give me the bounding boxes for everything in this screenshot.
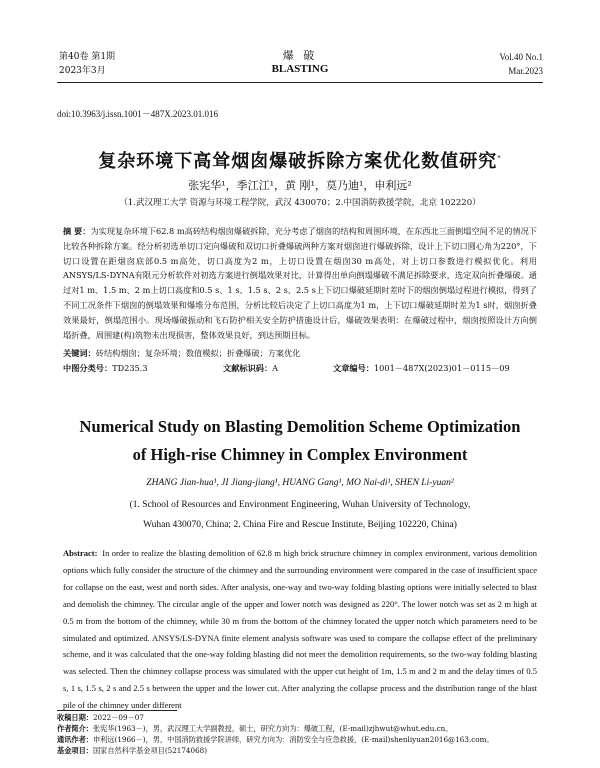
affiliation-en-line2: Wuhan 430070, China; 2. China Fire and Rescue Institute, Beijing 102220, China) — [143, 520, 457, 530]
abstract-cn — [63, 224, 537, 342]
footnote-divider — [57, 710, 177, 711]
authors-cn: 张宪华¹，季江江¹，黄 刚¹，莫乃迪¹，申利远² — [188, 179, 412, 192]
footnote-fund — [57, 745, 543, 756]
title-en — [0, 413, 600, 469]
author-info: 张宪华(1963－)，男，武汉理工大学副教授，硕士，研究方向为：爆破工程，(E-mail)zjhwut@whut.edu.cn。 — [92, 724, 453, 733]
doc-code-value: A — [272, 363, 279, 373]
footnotes — [57, 712, 543, 756]
keywords-cn — [63, 348, 537, 359]
received-label: 收稿日期： — [57, 713, 93, 722]
title-en-line1: Numerical Study on Blasting Demolition Scheme Optimization — [79, 417, 521, 436]
footnote-author — [57, 723, 543, 734]
doc-code-label: 文献标识码： — [223, 363, 273, 373]
clc-value: TD235.3 — [112, 363, 148, 373]
abstract-en-label: Abstract: — [63, 548, 98, 558]
title-en-line2: of High-rise Chimney in Complex Environment — [132, 445, 468, 464]
keywords-cn-text: 砖结构烟囱；复杂环境；数值模拟；折叠爆破；方案优化 — [95, 348, 301, 358]
fund-label: 基金项目： — [57, 746, 93, 755]
footnote-received — [57, 712, 543, 723]
abstract-cn-label: 摘 要： — [63, 226, 91, 236]
author-info-label: 作者简介： — [57, 724, 93, 733]
date-cn: 2023年3月 — [59, 66, 106, 76]
keywords-cn-label: 关键词： — [63, 348, 96, 358]
title-cn-text: 复杂环境下高耸烟囱爆破拆除方案优化数值研究 — [98, 151, 498, 172]
title-cn — [0, 147, 600, 173]
classification-row — [63, 363, 537, 374]
volume-issue-cn: 第40卷 第1期 — [59, 52, 116, 62]
fund-info: 国家自然科学基金项目(52174068) — [92, 746, 208, 755]
journal-name-cn: 爆 破 — [282, 49, 318, 62]
affiliation-en-line1: (1. School of Resources and Environment Engineering, Wuhan University of Technology, — [129, 500, 471, 510]
volume-issue-en: Vol.40 No.1 — [499, 52, 543, 62]
abstract-en — [63, 545, 537, 714]
corresponding-info: 申利远(1966－)，男，中国消防救援学院讲师，研究方向为：消防安全与应急救援，(E-mail)shenliyuan2016@163.com。 — [92, 735, 494, 744]
abstract-cn-text: 为实现复杂环境下62.8 m高砖结构烟囱爆破拆除，充分考虑了烟囱的结构和周围环境，在东西北三面倒塌空间不足的情况下比较各种拆除方案。经分析初选单切口定向爆破和双切口折叠爆破两种方案对烟囱进行爆破拆除，设计上下切口圆心角为220°，下切口设置在距烟囱底部0.5 m高处，切口高度为2 m，上切口设置在烟囱30 m高处，对上切口参数进行模拟优化。利用ANSYS/LS-DYNA有限元分析软件对初选方案进行倒塌效果对比，计算得出单向倒塌爆破不满足拆除要求，选定双向折叠爆破。通过对1 m、1.5 m、2 m上切口高度和0.5 s、1 s、1.5 s、2 s、2.5 s上下切口爆破延期时差时下的烟囱倒塌过程进行模拟，得到了不同工况条件下烟囱的倒塌效果和爆堆分布范围，分析比较后决定了上切口高度为1 m，上下切口爆破延期时差为1 s时，烟囱折叠效果最好，倒塌范围小。现场爆破振动和飞石防护相关安全防护措施设计后，爆破效果表明：在爆破过程中，烟囱按照设计方向倒塌折叠，周围建(构)筑物未出现损害，整体效果良好，到达预期目标。 — [63, 226, 537, 340]
article-no-label: 文章编号： — [333, 363, 374, 373]
date-en: Mar.2023 — [508, 66, 543, 76]
affiliation-cn: （1.武汉理工大学 资源与环境工程学院，武汉 430070；2.中国消防救援学院，北京 102220） — [119, 198, 481, 208]
doi: doi:10.3963/j.issn.1001－487X.2023.01.016 — [57, 109, 219, 119]
footnote-corresponding — [57, 734, 543, 745]
header-right — [499, 50, 543, 78]
received-date: 2022－09－07 — [92, 713, 144, 722]
title-cn-footnote-mark: * — [497, 154, 502, 162]
clc-label: 中图分类号： — [63, 363, 113, 373]
corresponding-label: 通讯作者： — [57, 735, 93, 744]
authors-en: ZHANG Jian-hua¹, JI Jiang-jiang¹, HUANG Gang¹, MO Nai-di¹, SHEN Li-yuan² — [146, 478, 454, 488]
article-no-value: 1001－487X(2023)01－0115－09 — [373, 363, 510, 373]
journal-name-en: BLASTING — [271, 63, 329, 75]
abstract-en-text: In order to realize the blasting demolition of 62.8 m high brick structure chimney in complex environment, various demolition options which fully consider the structure of the chimney and the surrounding environment were compared in the case of insufficient space for collapse on the east, west and north sides. After analysis, one-way and two-way folding blasting options were initially selected to blast and demolish the chimney. The circular angle of the upper and lower notch was designed as 220°. The lower notch was set as 2 m high at 0.5 m from the bottom of the chimney, while 30 m from the bottom of the chimney located the upper notch which parameters need to be simulated and optimized. ANSYS/LS-DYNA finite element analysis software was used to compare the collapse effect of the preliminary scheme, and it was calculated that the one-way folding blasting did not meet the demolition requirements, so the two-way folding blasting was selected. Then the chimney collapse process was simulated with the upper cut height of 1m, 1.5 m and 2 m and the delay times of 0.5 s, 1 s, 1.5 s, 2 s and 2.5 s between the upper and the lower cut. After analyzing the collapse process and the distribution range of the blast pile of the chimney under different — [63, 548, 538, 711]
header-divider — [57, 82, 543, 83]
affiliation-en — [0, 495, 600, 535]
